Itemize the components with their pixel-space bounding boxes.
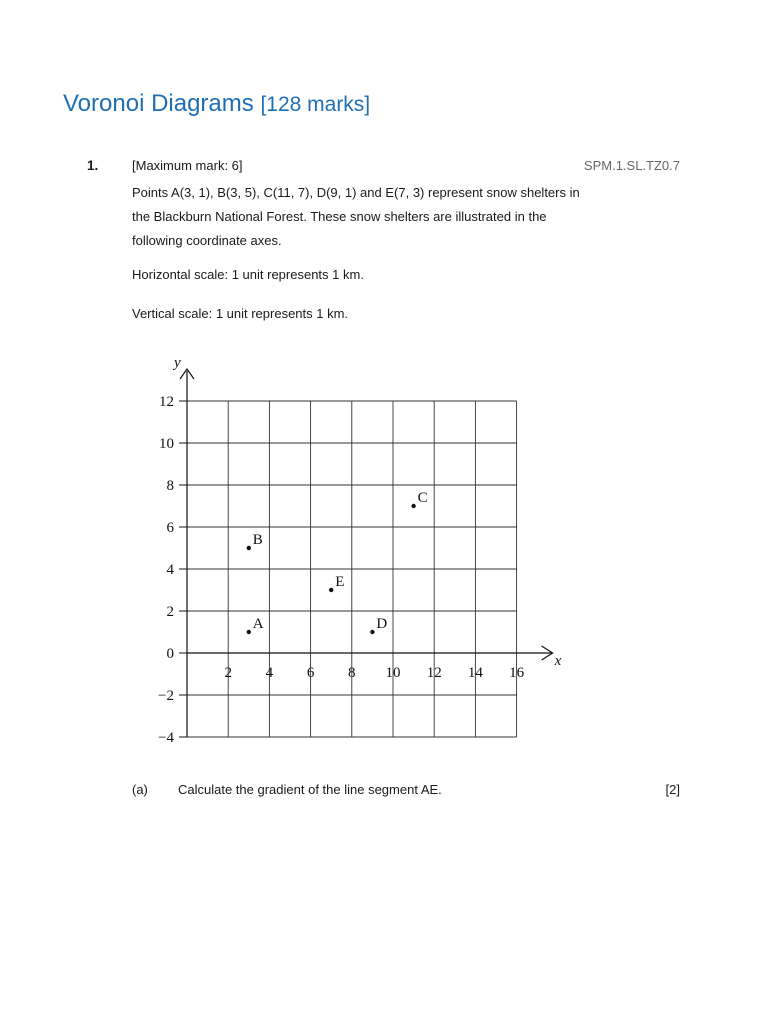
x-tick-label: 6	[306, 665, 315, 681]
y-tick-label: −2	[158, 688, 174, 704]
point-d	[370, 630, 374, 634]
point-label-d: D	[376, 616, 388, 632]
point-a	[247, 630, 251, 634]
y-tick-label: −4	[158, 730, 174, 746]
y-tick-label: 6	[166, 520, 174, 536]
title-text: Voronoi Diagrams	[63, 90, 254, 117]
point-label-a: A	[252, 616, 264, 632]
x-tick-label: 4	[265, 665, 274, 681]
x-axis-label: x	[554, 653, 562, 669]
point-e	[329, 588, 333, 592]
x-tick-label: 16	[509, 665, 525, 681]
point-label-b: B	[252, 532, 263, 548]
y-tick-label: 8	[166, 478, 174, 494]
vertical-scale-text: Vertical scale: 1 unit represents 1 km.	[132, 306, 349, 321]
x-tick-label: 8	[348, 665, 356, 681]
horizontal-scale-text: Horizontal scale: 1 unit represents 1 km.	[132, 267, 364, 282]
part-a-text: Calculate the gradient of the line segment AE.	[178, 782, 442, 797]
coordinate-grid	[140, 340, 570, 750]
point-label-c: C	[417, 490, 428, 506]
y-tick-label: 10	[159, 436, 174, 452]
intro-line: the Blackburn National Forest. These snow shelters are illustrated in the	[132, 209, 547, 224]
question-code: SPM.1.SL.TZ0.7	[583, 158, 680, 173]
point-c	[411, 504, 415, 508]
x-tick-label: 10	[385, 665, 401, 681]
title-marks: [128 marks]	[260, 93, 371, 116]
intro-line: following coordinate axes.	[132, 233, 282, 248]
point-label-e: E	[335, 574, 345, 590]
x-tick-label: 2	[224, 665, 232, 681]
intro-line: Points A(3, 1), B(3, 5), C(11, 7), D(9, 1) and E(7, 3) represent snow shelters in	[132, 185, 580, 200]
x-tick-label: 14	[467, 665, 483, 681]
y-tick-label: 12	[159, 394, 174, 410]
y-tick-label: 2	[166, 604, 174, 620]
part-a-label: (a)	[132, 782, 148, 797]
y-tick-label: 4	[166, 562, 174, 578]
part-a-marks: [2]	[665, 782, 680, 797]
page-title	[63, 90, 370, 118]
y-tick-label: 0	[166, 646, 174, 662]
question-number: 1.	[87, 158, 99, 173]
question-max-mark: [Maximum mark: 6]	[132, 158, 243, 173]
question-intro	[132, 181, 612, 253]
y-axis-label: y	[174, 355, 181, 371]
point-b	[247, 546, 251, 550]
x-tick-label: 12	[426, 665, 442, 681]
